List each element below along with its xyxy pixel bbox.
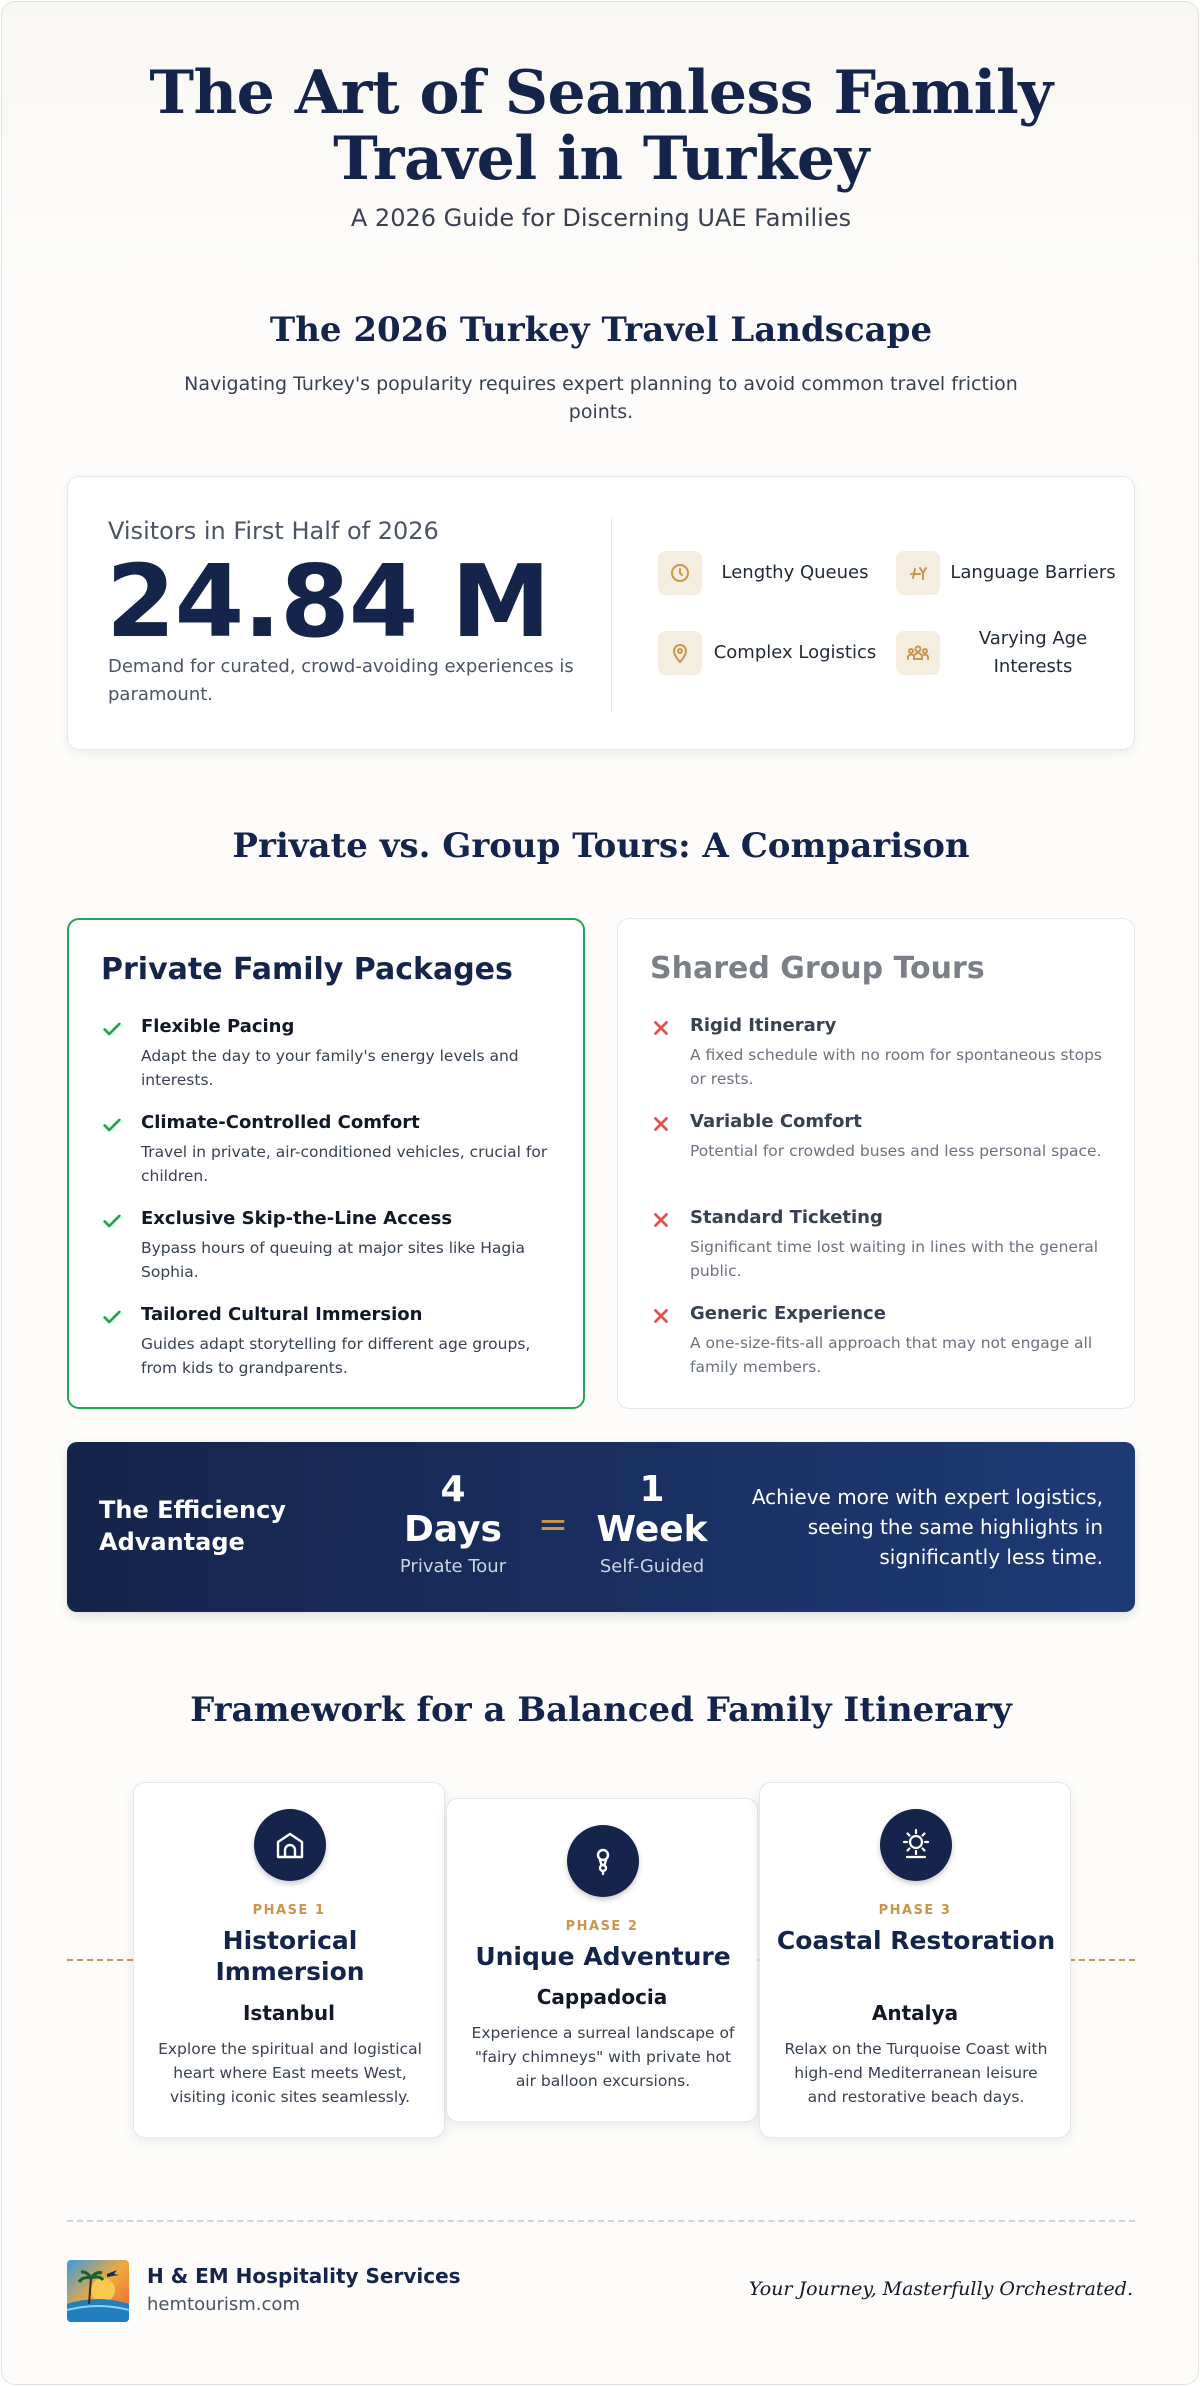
item-desc: A fixed schedule with no room for spontaneous stops or rests.: [690, 1046, 1103, 1088]
phase-desc: Explore the spiritual and logistical heart where East meets West, visiting iconic sites seamlessly.: [158, 2040, 422, 2106]
group-tours-card: [617, 918, 1135, 1409]
item-desc: Potential for crowded buses and less personal space.: [690, 1142, 1102, 1160]
item-desc: A one-size-fits-all approach that may not engage all family members.: [690, 1334, 1093, 1376]
check-icon: [101, 1306, 123, 1328]
item-title: Rigid Itinerary: [690, 1015, 837, 1036]
item-title: Exclusive Skip-the-Line Access: [141, 1208, 453, 1229]
brand-name: H & EM Hospitality Services: [147, 2264, 461, 2288]
stat-caption: Self-Guided: [599, 1556, 705, 1577]
phase-city: Antalya: [871, 2001, 959, 2025]
arch-icon: [254, 1809, 326, 1881]
self-guided-stat: [582, 1470, 722, 1577]
phase-title: Coastal Restoration: [776, 1926, 1056, 1955]
phase-city: Istanbul: [242, 2001, 336, 2025]
stat-unit: Week: [596, 1509, 708, 1550]
brand-tagline: Your Journey, Masterfully Orchestrated.: [748, 2278, 1133, 2300]
itinerary-title: Framework for a Balanced Family Itinerary: [190, 1690, 1012, 1730]
stat-number: 4: [440, 1469, 466, 1510]
phase-label: PHASE 2: [565, 1919, 639, 1934]
friction-item-ages: [896, 623, 1126, 683]
brand-logo: [67, 2260, 129, 2322]
phase-title: Historical Immersion: [215, 1926, 365, 1986]
phase-label: PHASE 1: [252, 1903, 326, 1918]
private-packages-card: [67, 918, 585, 1409]
check-icon: [101, 1210, 123, 1232]
phase-card-2: [446, 1798, 758, 2122]
item-title: Tailored Cultural Immersion: [141, 1304, 423, 1325]
private-card-title: Private Family Packages: [101, 952, 513, 987]
item-desc: Bypass hours of queuing at major sites like Hagia Sophia.: [141, 1239, 525, 1281]
efficiency-banner: [67, 1442, 1135, 1612]
stats-divider: [611, 517, 612, 711]
friction-item-language: [896, 543, 1126, 603]
phase-card-3: [759, 1782, 1071, 2138]
infographic-page: [1, 1, 1199, 2385]
friction-label: Varying Age Interests: [978, 628, 1088, 677]
people-icon: [896, 631, 940, 675]
phase-title: Unique Adventure: [475, 1942, 731, 1971]
visitor-stats-card: [67, 476, 1135, 750]
item-title: Variable Comfort: [690, 1111, 862, 1132]
comparison-title: Private vs. Group Tours: A Comparison: [232, 826, 970, 866]
friction-label: Lengthy Queues: [721, 562, 869, 583]
friction-label: Complex Logistics: [713, 642, 877, 663]
equals-sign: =: [537, 1504, 569, 1545]
landscape-title: The 2026 Turkey Travel Landscape: [269, 310, 933, 350]
item-desc: Guides adapt storytelling for different age groups, from kids to grandparents.: [141, 1335, 531, 1377]
page-title: The Art of Seamless Family Travel in Turkey: [149, 58, 1053, 194]
friction-item-logistics: [658, 623, 888, 683]
stat-unit: Days: [404, 1509, 502, 1550]
stat-note: Demand for curated, crowd-avoiding experiences is paramount.: [108, 656, 574, 705]
stat-number: 1: [639, 1469, 665, 1510]
page-subtitle: A 2026 Guide for Discerning UAE Families: [350, 204, 852, 232]
item-desc: Travel in private, air-conditioned vehicles, crucial for children.: [141, 1143, 548, 1185]
cross-icon: [650, 1209, 672, 1231]
check-icon: [101, 1114, 123, 1136]
item-title: Climate-Controlled Comfort: [141, 1112, 420, 1133]
phase-label: PHASE 3: [878, 1903, 952, 1918]
phase-desc: Experience a surreal landscape of "fairy chimneys" with private hot air balloon excursions.: [471, 2024, 735, 2090]
landscape-subtitle: Navigating Turkey's popularity requires expert planning to avoid common travel friction points.: [184, 373, 1018, 423]
language-icon: [896, 551, 940, 595]
efficiency-title: The Efficiency Advantage: [99, 1496, 286, 1556]
private-tour-stat: [383, 1470, 523, 1577]
item-desc: Significant time lost waiting in lines with the general public.: [690, 1238, 1099, 1280]
friction-label: Language Barriers: [950, 562, 1116, 583]
footer-divider: [67, 2220, 1135, 2222]
group-card-title: Shared Group Tours: [650, 951, 985, 986]
balloon-icon: [567, 1825, 639, 1897]
stat-caption: Private Tour: [399, 1556, 507, 1577]
item-title: Generic Experience: [690, 1303, 886, 1324]
phase-card-1: [133, 1782, 445, 2138]
cross-icon: [650, 1017, 672, 1039]
brand-url-link[interactable]: hemtourism.com: [147, 2294, 300, 2315]
stat-label: Visitors in First Half of 2026: [108, 517, 439, 545]
sun-icon: [880, 1809, 952, 1881]
phase-desc: Relax on the Turquoise Coast with high-end Mediterranean leisure and restorative beach days.: [784, 2040, 1048, 2106]
friction-item-queues: [658, 543, 888, 603]
cross-icon: [650, 1305, 672, 1327]
cross-icon: [650, 1113, 672, 1135]
check-icon: [101, 1018, 123, 1040]
stat-value: 24.84 M: [106, 543, 550, 660]
clock-icon: [658, 551, 702, 595]
item-title: Flexible Pacing: [141, 1016, 295, 1037]
efficiency-text: Achieve more with expert logistics, seeing the same highlights in significantly less time.: [751, 1485, 1103, 1569]
map-pin-icon: [658, 631, 702, 675]
item-title: Standard Ticketing: [690, 1207, 883, 1228]
phase-city: Cappadocia: [536, 1985, 668, 2009]
item-desc: Adapt the day to your family's energy levels and interests.: [141, 1047, 519, 1089]
